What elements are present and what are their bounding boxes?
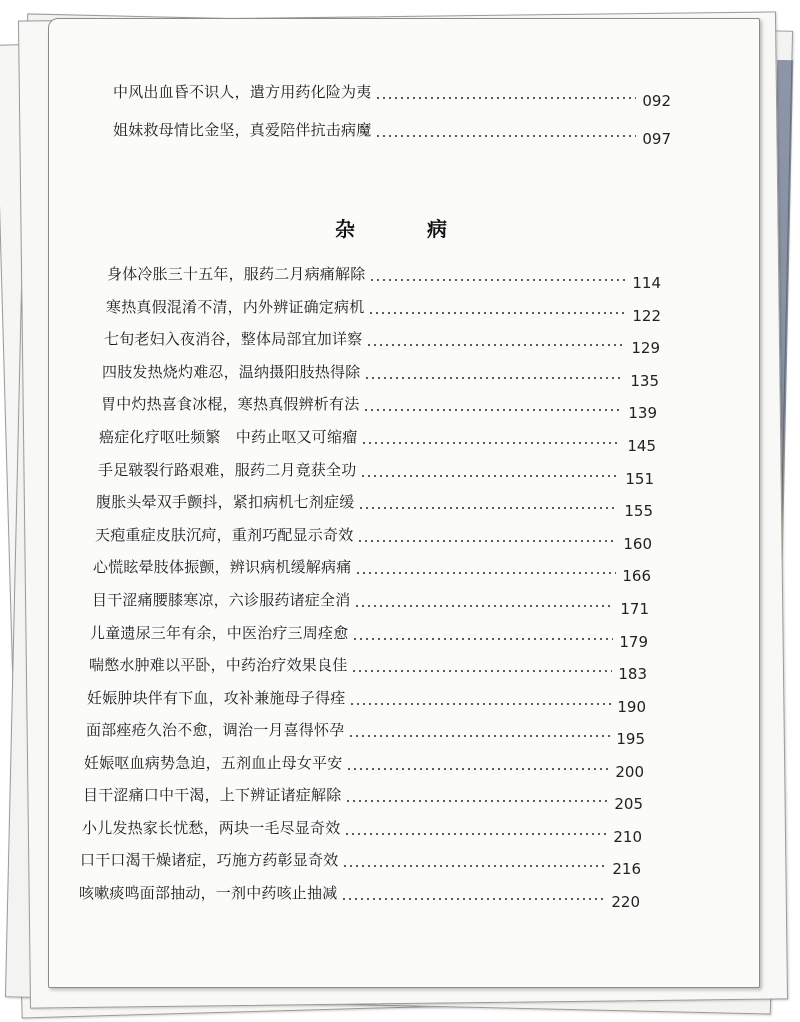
dot-leader [354, 605, 614, 607]
dot-leader [360, 475, 619, 477]
toc-entry-page: 122 [632, 307, 661, 325]
toc-entry-title: 身体冷胀三十五年，服药二月病痛解除 [107, 265, 366, 283]
toc-entry-page: 166 [622, 567, 651, 585]
toc-entry-title: 小儿发热家长忧愁，两块一毛尽显奇效 [82, 819, 341, 837]
dot-leader [366, 344, 625, 346]
toc-entry-page: 129 [631, 339, 660, 357]
toc-entry[interactable] [104, 328, 660, 357]
dot-leader [348, 735, 610, 737]
toc-page [48, 18, 760, 988]
dot-leader [364, 377, 624, 379]
toc-entry[interactable] [90, 622, 648, 651]
dot-leader [361, 442, 621, 444]
toc-entry-page: 155 [624, 502, 653, 520]
dot-leader [363, 409, 622, 411]
toc-entry-title: 心慌眩晕肢体振颤，辨识病机缓解病痛 [93, 558, 352, 576]
toc-entry[interactable] [98, 459, 654, 488]
dot-leader [375, 97, 636, 99]
toc-entry[interactable] [83, 784, 643, 813]
toc-entry[interactable] [86, 719, 645, 748]
toc-entry-title: 口干口渴干燥诸症，巧施方药彰显奇效 [80, 851, 339, 869]
toc-entry[interactable] [87, 687, 646, 716]
toc-entry[interactable] [101, 393, 657, 422]
toc-entry-title: 中风出血昏不识人，遣方用药化险为夷 [113, 83, 372, 101]
toc-entry[interactable] [96, 491, 653, 520]
toc-entry-page: 179 [619, 633, 648, 651]
toc-entry-title: 胃中灼热喜食冰棍，寒热真假辨析有法 [101, 395, 360, 413]
toc-entry-title: 七旬老妇入夜消谷，整体局部宜加详察 [104, 330, 363, 348]
toc-entry-title: 手足皲裂行路艰难，服药二月竟获全功 [98, 461, 357, 479]
toc-entry-page: 200 [615, 763, 644, 781]
dot-leader [357, 540, 617, 542]
dot-leader [351, 670, 612, 672]
dot-leader [358, 507, 618, 509]
dot-leader [349, 703, 611, 705]
toc-entry-page: 195 [616, 730, 645, 748]
toc-entry-title: 妊娠肿块伴有下血，攻补兼施母子得痊 [87, 689, 346, 707]
toc-entry-title: 癌症化疗呕吐频繁 中药止呕又可缩瘤 [99, 428, 358, 446]
toc-entry[interactable] [113, 81, 671, 110]
toc-entry[interactable] [106, 296, 661, 325]
toc-entry-title: 四肢发热烧灼难忍，温纳摄阳肢热得除 [102, 363, 361, 381]
toc-entry-page: 190 [617, 698, 646, 716]
dot-leader [344, 833, 607, 835]
toc-entry-title: 目干涩痛口中干渴，上下辨证诸症解除 [83, 786, 342, 804]
dot-leader [352, 638, 613, 640]
dot-leader [341, 898, 605, 900]
toc-entry[interactable] [113, 119, 671, 148]
toc-entry[interactable] [79, 882, 640, 911]
toc-entry-title: 姐妹救母情比金坚，真爱陪伴抗击病魔 [113, 121, 372, 139]
toc-entry-page: 139 [628, 404, 657, 422]
dot-leader [375, 135, 636, 137]
toc-entry-page: 216 [612, 860, 641, 878]
toc-entry-page: 205 [614, 795, 643, 813]
toc-entry-page: 097 [642, 130, 671, 148]
toc-entry-page: 183 [618, 665, 647, 683]
table-of-contents [49, 19, 759, 987]
toc-entry-title: 面部痤疮久治不愈，调治一月喜得怀孕 [86, 721, 345, 739]
toc-entry-page: 220 [611, 893, 640, 911]
dot-leader [368, 312, 626, 314]
toc-entry[interactable] [80, 849, 641, 878]
toc-entry-title: 寒热真假混淆不清，内外辨证确定病机 [106, 298, 365, 316]
toc-entry-page: 171 [620, 600, 649, 618]
toc-entry[interactable] [93, 556, 651, 585]
toc-entry-title: 喘憋水肿难以平卧，中药治疗效果良佳 [89, 656, 348, 674]
toc-entry-title: 天疱重症皮肤沉疴，重剂巧配显示奇效 [95, 526, 354, 544]
dot-leader [346, 768, 609, 770]
toc-entry-title: 目干涩痛腰膝寒凉，六诊服药诸症全消 [92, 591, 351, 609]
toc-entry-page: 135 [630, 372, 659, 390]
dot-leader [342, 865, 606, 867]
section-heading: 杂 病 [335, 217, 473, 241]
dot-leader [345, 800, 608, 802]
toc-entry[interactable] [99, 426, 656, 455]
toc-entry-page: 092 [642, 92, 671, 110]
toc-entry[interactable] [82, 817, 642, 846]
toc-entry-title: 儿童遗尿三年有余，中医治疗三周痊愈 [90, 624, 349, 642]
toc-entry[interactable] [95, 524, 652, 553]
toc-entry-title: 咳嗽痰鸣面部抽动，一剂中药咳止抽减 [79, 884, 338, 902]
toc-entry-title: 腹胀头晕双手颤抖，紧扣病机七剂症缓 [96, 493, 355, 511]
toc-entry-title: 妊娠呕血病势急迫，五剂血止母女平安 [84, 754, 343, 772]
toc-entry[interactable] [92, 589, 649, 618]
toc-entry-page: 145 [627, 437, 656, 455]
toc-entry[interactable] [89, 654, 647, 683]
toc-entry-page: 114 [632, 274, 661, 292]
dot-leader [355, 572, 616, 574]
toc-entry[interactable] [84, 752, 644, 781]
toc-entry[interactable] [107, 263, 661, 292]
toc-entry-page: 210 [613, 828, 642, 846]
dot-leader [369, 279, 626, 281]
toc-entry-page: 160 [623, 535, 652, 553]
toc-entry[interactable] [102, 361, 659, 390]
toc-entry-page: 151 [625, 470, 654, 488]
